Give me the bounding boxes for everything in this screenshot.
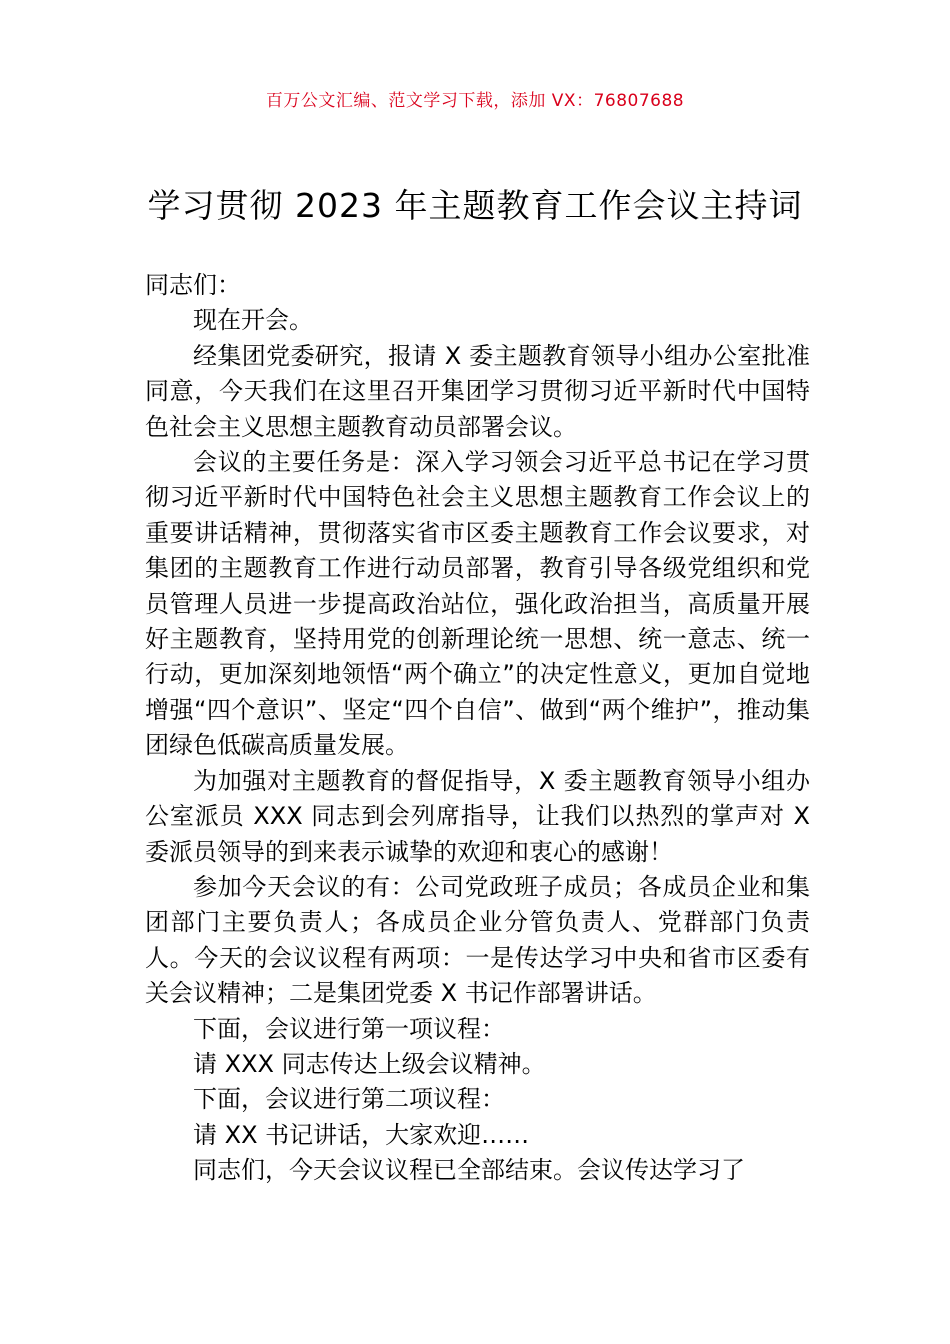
header-banner: 百万公文汇编、范文学习下载，添加 VX：76807688 (265, 91, 685, 111)
paragraph: 参加今天会议的有：公司党政班子成员；各成员企业和集团部门主要负责人；各成员企业分管负责人、党群部门负责人。今天的会议议程有两项：一是传达学习中央和省市区委有关会议精神；二是集团党委 X 书记作部署讲话。 (145, 872, 810, 1008)
paragraph: 请 XXX 同志传达上级会议精神。 (193, 1049, 546, 1078)
paragraph: 请 XX 书记讲话，大家欢迎…… (193, 1120, 530, 1149)
paragraph: 现在开会。 (193, 306, 313, 335)
paragraph: 为加强对主题教育的督促指导，X 委主题教育领导小组办公室派员 XXX 同志到会列席指导，让我们以热烈的掌声对 X 委派员领导的到来表示诚挚的欢迎和衷心的感谢！ (145, 766, 810, 866)
paragraph: 会议的主要任务是：深入学习领会习近平总书记在学习贯彻习近平新时代中国特色社会主义思想主题教育工作会议上的重要讲话精神，贯彻落实省市区委主题教育工作会议要求，对集团的主题教育工作进行动员部署，教育引导各级党组织和党员管理人员进一步提高政治站位，强化政治担当，高质量开展好主题教育，坚持用党的创新理论统一思想、统一意志、统一行动，更加深刻地领悟“两个确立”的决定性意义，更加自觉地增强“四个意识”、坚定“四个自信”、做到“两个维护”，推动集团绿色低碳高质量发展。 (145, 448, 810, 760)
salutation: 同志们： (145, 271, 241, 299)
paragraph: 经集团党委研究，报请 X 委主题教育领导小组办公室批准同意，今天我们在这里召开集团学习贯彻习近平新时代中国特色社会主义思想主题教育动员部署会议。 (145, 341, 810, 441)
paragraph: 下面，会议进行第一项议程： (193, 1014, 505, 1043)
document-title: 学习贯彻 2023 年主题教育工作会议主持词 (147, 186, 803, 225)
document-body (145, 268, 810, 1189)
paragraph: 下面，会议进行第二项议程： (193, 1085, 505, 1114)
paragraph: 同志们，今天会议议程已全部结束。会议传达学习了 (193, 1156, 745, 1185)
